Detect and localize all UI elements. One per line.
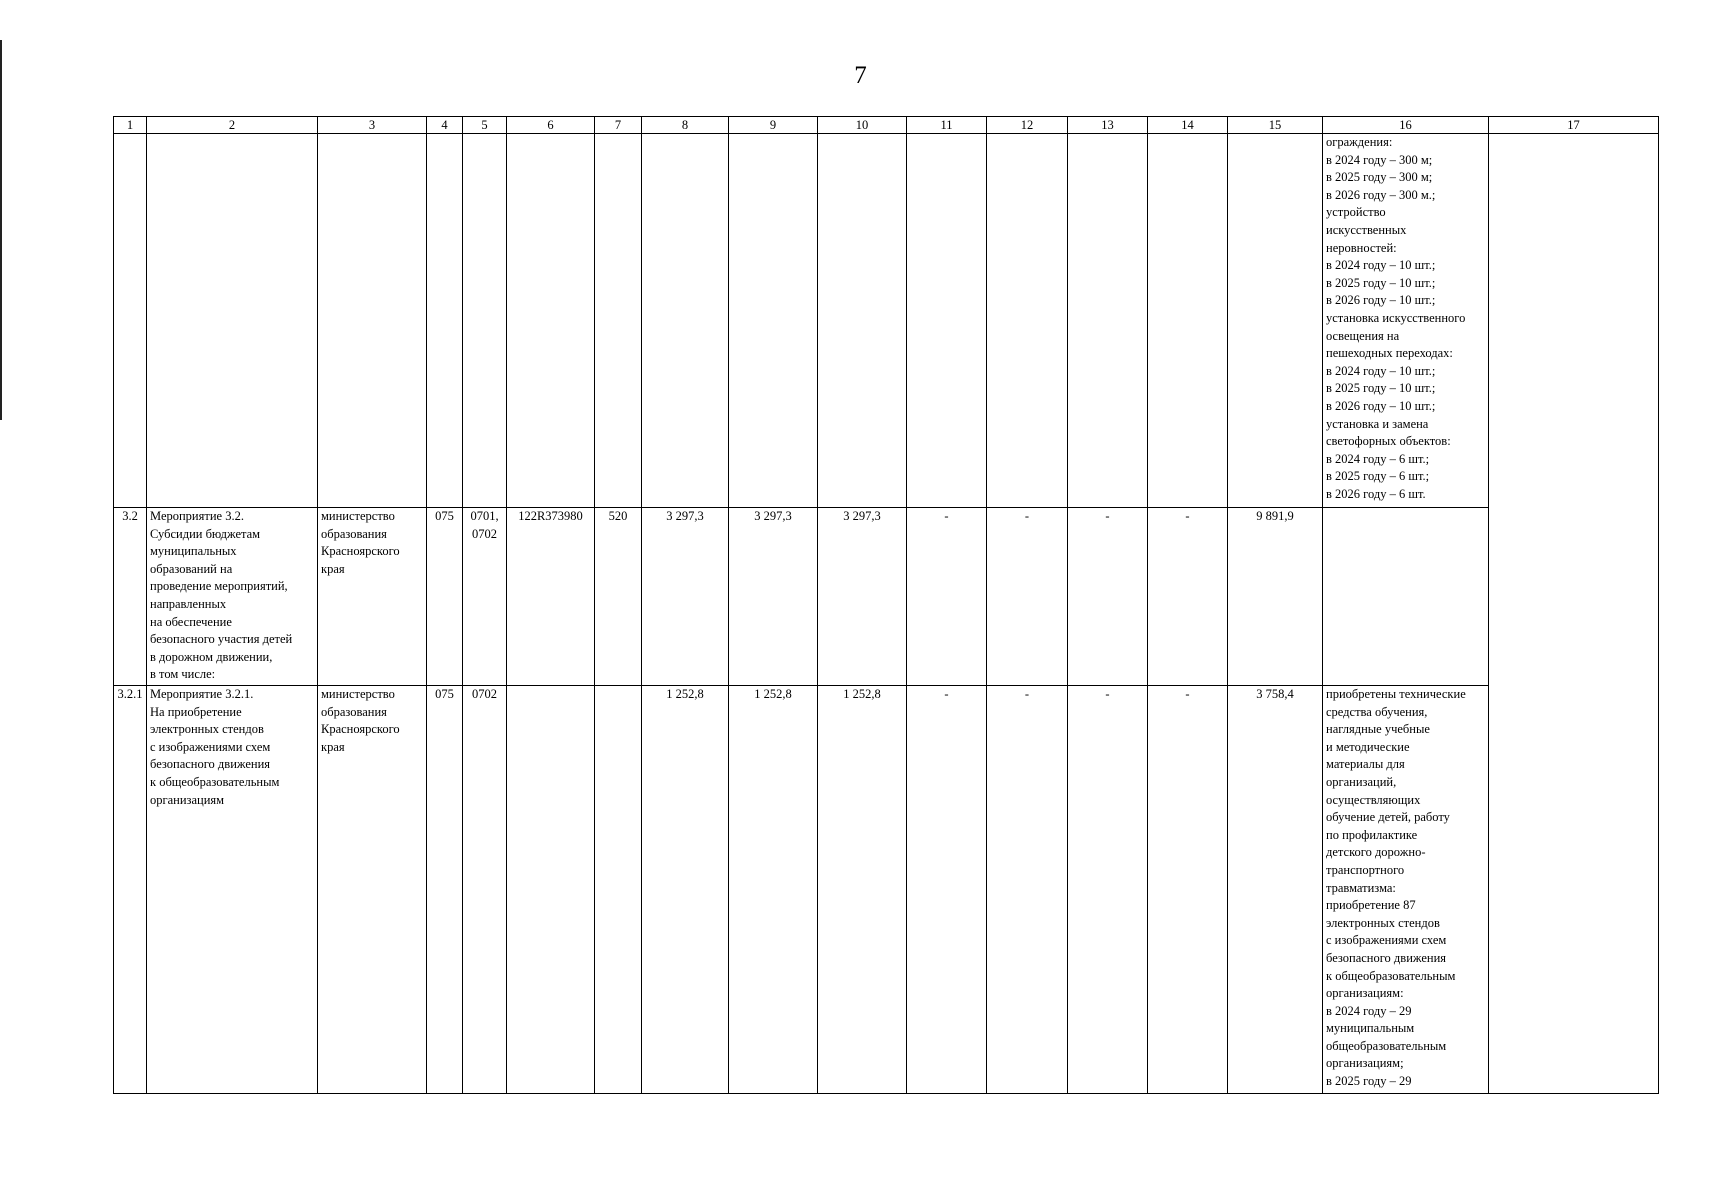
col-header-6: 6 <box>507 117 595 134</box>
value-col-14: - <box>1148 686 1228 1094</box>
cont-cell-7 <box>595 134 642 508</box>
cont-cell-1 <box>114 134 147 508</box>
value-2026: 1 252,8 <box>818 686 907 1094</box>
program-table <box>113 116 1659 1094</box>
col-header-3: 3 <box>318 117 427 134</box>
continuation-row <box>114 134 1659 508</box>
col-header-9: 9 <box>729 117 818 134</box>
column-number-row <box>114 117 1659 134</box>
cont-cell-10 <box>818 134 907 508</box>
cont-cell-17 <box>1489 134 1659 508</box>
executor: министерство образования Красноярского края <box>318 686 427 1094</box>
cont-cell-14 <box>1148 134 1228 508</box>
executor: министерство образования Красноярского края <box>318 508 427 686</box>
col-header-2: 2 <box>147 117 318 134</box>
cont-cell-5 <box>463 134 507 508</box>
activity-name: Мероприятие 3.2. Субсидии бюджетам муниципальных образований на проведение мероприятий, направленных на обеспечение безопасного участия детей в дорожном движении, в том числе: <box>147 508 318 686</box>
value-col-14: - <box>1148 508 1228 686</box>
value-2024: 3 297,3 <box>642 508 729 686</box>
value-2025: 1 252,8 <box>729 686 818 1094</box>
cont-cell-15 <box>1228 134 1323 508</box>
value-2024: 1 252,8 <box>642 686 729 1094</box>
value-2026: 3 297,3 <box>818 508 907 686</box>
csr-code <box>507 686 595 1094</box>
row-number: 3.2.1 <box>114 686 147 1094</box>
cont-result-text: ограждения: в 2024 году – 300 м; в 2025 году – 300 м; в 2026 году – 300 м.; устройство искусственных неровностей: в 2024 году – 10 шт.; в 2025 году – 10 шт.; в 2026 году – 10 шт.; установка искусственного освещения на пешеходных переходах: в 2024 году – 10 шт.; в 2025 году – 10 шт.; в 2026 году – 10 шт.; установка и замена светофорных объектов: в 2024 году – 6 шт.; в 2025 году – 6 шт.; в 2026 году – 6 шт. <box>1323 134 1489 508</box>
col-header-15: 15 <box>1228 117 1323 134</box>
col-header-14: 14 <box>1148 117 1228 134</box>
value-col-11: - <box>907 686 987 1094</box>
col-header-17: 17 <box>1489 117 1659 134</box>
value-col-11: - <box>907 508 987 686</box>
cont-cell-3 <box>318 134 427 508</box>
page-number: 7 <box>854 62 867 89</box>
cont-cell-8 <box>642 134 729 508</box>
activity-name: Мероприятие 3.2.1. На приобретение электронных стендов с изображениями схем безопасного движения к общеобразовательным организациям <box>147 686 318 1094</box>
grbs-code: 075 <box>427 508 463 686</box>
cont-cell-4 <box>427 134 463 508</box>
col-header-16: 16 <box>1323 117 1489 134</box>
cell-17 <box>1489 508 1659 686</box>
col-header-5: 5 <box>463 117 507 134</box>
col-header-10: 10 <box>818 117 907 134</box>
cont-cell-6 <box>507 134 595 508</box>
cont-cell-9 <box>729 134 818 508</box>
value-col-13: - <box>1068 686 1148 1094</box>
value-col-12: - <box>987 508 1068 686</box>
vr-code: 520 <box>595 508 642 686</box>
expected-result <box>1323 508 1489 686</box>
value-col-13: - <box>1068 508 1148 686</box>
col-header-11: 11 <box>907 117 987 134</box>
col-header-8: 8 <box>642 117 729 134</box>
grbs-code: 075 <box>427 686 463 1094</box>
table-row-3-2 <box>114 508 1659 686</box>
scan-left-edge <box>0 40 2 420</box>
vr-code <box>595 686 642 1094</box>
value-col-12: - <box>987 686 1068 1094</box>
cont-cell-2 <box>147 134 318 508</box>
col-header-13: 13 <box>1068 117 1148 134</box>
cont-cell-13 <box>1068 134 1148 508</box>
col-header-12: 12 <box>987 117 1068 134</box>
value-total: 3 758,4 <box>1228 686 1323 1094</box>
csr-code: 122R373980 <box>507 508 595 686</box>
expected-result: приобретены технические средства обучения, наглядные учебные и методические материалы для организаций, осуществляющих обучение детей, работу по профилактике детского дорожно- транспортного травматизма: приобретение 87 электронных стендов с изображениями схем безопасного движения к общеобразовательным организациям: в 2024 году – 29 муниципальным общеобразовательным организациям; в 2025 году – 29 <box>1323 686 1489 1094</box>
table-row-3-2-1 <box>114 686 1659 1094</box>
rzpr-code: 0701, 0702 <box>463 508 507 686</box>
col-header-7: 7 <box>595 117 642 134</box>
cell-17 <box>1489 686 1659 1094</box>
col-header-1: 1 <box>114 117 147 134</box>
cont-cell-11 <box>907 134 987 508</box>
col-header-4: 4 <box>427 117 463 134</box>
rzpr-code: 0702 <box>463 686 507 1094</box>
row-number: 3.2 <box>114 508 147 686</box>
value-2025: 3 297,3 <box>729 508 818 686</box>
cont-cell-12 <box>987 134 1068 508</box>
value-total: 9 891,9 <box>1228 508 1323 686</box>
